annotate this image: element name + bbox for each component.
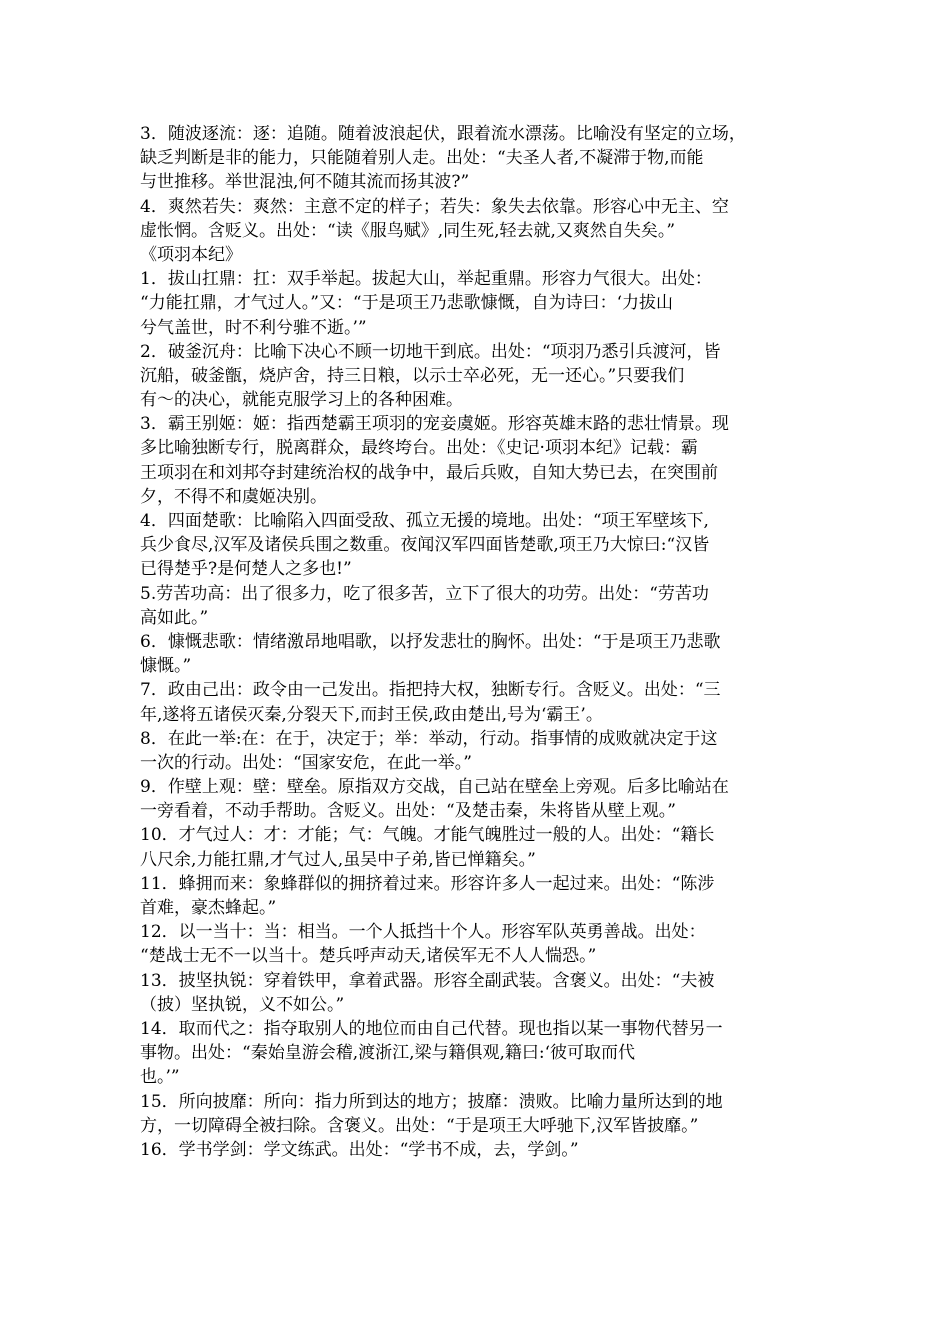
text-line: 有～的决心，就能克服学习上的各种困难。 [140,390,463,411]
text-line: 沉船，破釜甑，烧庐舍，持三日粮，以示士卒必死，无一还心。”只要我们 [140,365,685,386]
text-line: 与世推移。举世混浊,何不随其流而扬其波?” [140,172,470,193]
document-page [140,122,810,1162]
section-heading: 《项羽本纪》 [140,244,242,265]
text-line: 事物。出处：“秦始皇游会稽,渡浙江,梁与籍俱观,籍曰:‘彼可取而代 [140,1043,636,1064]
text-line: 10．才气过人：才：才能；气：气魄。才能气魄胜过一般的人。出处：“籍长 [140,825,715,846]
text-line: 高如此。” [140,607,209,628]
text-line: 5.劳苦功高：出了很多力，吃了很多苦，立下了很大的功劳。出处：“劳苦功 [140,583,709,604]
text-line: 9．作壁上观：壁：壁垒。原指双方交战，自己站在壁垒上旁观。后多比喻站在 [140,777,729,798]
text-line: 12．以一当十：当：相当。一个人抵挡十个人。形容军队英勇善战。出处： [140,922,706,943]
text-line: 13．披坚执锐：穿着铁甲，拿着武器。形容全副武装。含褒义。出处：“夫被 [140,970,715,991]
text-line: 慷慨。” [140,656,192,677]
text-line: 八尺余,力能扛鼎,才气过人,虽吴中子弟,皆已惮籍矣。” [140,849,536,870]
text-line: 8．在此一举:在：在于，决定于；举：举动，行动。指事情的成败就决定于这 [140,728,718,749]
text-line: 7．政由己出：政令由一己发出。指把持大权，独断专行。含贬义。出处：“三 [140,680,721,701]
text-line: 1．拔山扛鼎：扛：双手举起。拔起大山，举起重鼎。形容力气很大。出处： [140,269,712,290]
text-line: 首难，豪杰蜂起。” [140,898,277,918]
text-line: 王项羽在和刘邦夺封建统治权的战争中，最后兵败，自知大势已去，在突围前 [140,462,718,483]
text-line: 4．四面楚歌：比喻陷入四面受敌、孤立无援的境地。出处：“项王军壁垓下, [140,511,709,531]
text-line: 也。’” [140,1067,180,1088]
text-line: 15．所向披靡：所向：指力所到达的地方；披靡：溃败。比喻力量所达到的地 [140,1091,723,1112]
text-line: “力能扛鼎，才气过人。”又：“于是项王乃悲歌慷慨，自为诗曰：‘力拔山 [140,293,673,314]
text-line: 多比喻独断专行，脱离群众，最终垮台。出处：《史记·项羽本纪》记载：霸 [140,438,698,459]
text-line: 6．慷慨悲歌：情绪激昂地唱歌，以抒发悲壮的胸怀。出处：“于是项王乃悲歌 [140,631,721,652]
text-line: 14．取而代之：指夺取别人的地位而由自己代替。现也指以某一事物代替另一 [140,1018,723,1039]
text-line: “楚战士无不一以当十。楚兵呼声动天,诸侯军无不人人惴恐。” [140,946,597,967]
text-line: 虚怅惘。含贬义。出处：“读《服鸟赋》,同生死,轻去就,又爽然自失矣。” [140,220,676,241]
text-line: 11．蜂拥而来：象蜂群似的拥挤着过来。形容许多人一起过来。出处：“陈涉 [140,873,715,894]
text-line: 3．随波逐流：逐：追随。随着波浪起伏，跟着流水漂荡。比喻没有坚定的立场， [140,124,746,144]
text-line: 兮气盖世，时不利兮骓不逝。’” [140,317,367,338]
text-line: 方，一切障碍全被扫除。含褒义。出处：“于是项王大呼驰下,汉军皆披靡。” [140,1115,699,1136]
text-line: 一旁看着，不动手帮助。含贬义。出处：“及楚击秦，朱将皆从壁上观。” [140,801,676,822]
text-line: 16．学书学剑：学文练武。出处：“学书不成，去，学剑。” [140,1139,579,1160]
text-line: 3．霸王别姬：姬：指西楚霸王项羽的宠妾虞姬。形容英雄末路的悲壮情景。现 [140,414,729,435]
text-line: 4．爽然若失：爽然：主意不定的样子；若失：象失去依靠。形容心中无主、空 [140,196,729,217]
text-line: 缺乏判断是非的能力，只能随着别人走。出处：“夫圣人者,不凝滞于物,而能 [140,148,704,169]
text-line: 夕，不得不和虞姬决别。 [140,486,327,507]
text-line: 已得楚乎?是何楚人之多也!” [140,559,352,580]
text-line: 一次的行动。出处：“国家安危，在此一举。” [140,752,472,773]
text-line: （披）坚执锐，义不如公。” [140,994,345,1015]
text-line: 年,遂将五诸侯灭秦,分裂天下,而封王侯,政由楚出,号为‘霸王’。 [140,704,603,725]
text-line: 兵少食尽,汉军及诸侯兵围之数重。夜闻汉军四面皆楚歌,项王乃大惊曰:“汉皆 [140,535,710,556]
text-line: 2．破釜沉舟：比喻下决心不顾一切地干到底。出处：“项羽乃悉引兵渡河，皆 [140,341,721,362]
